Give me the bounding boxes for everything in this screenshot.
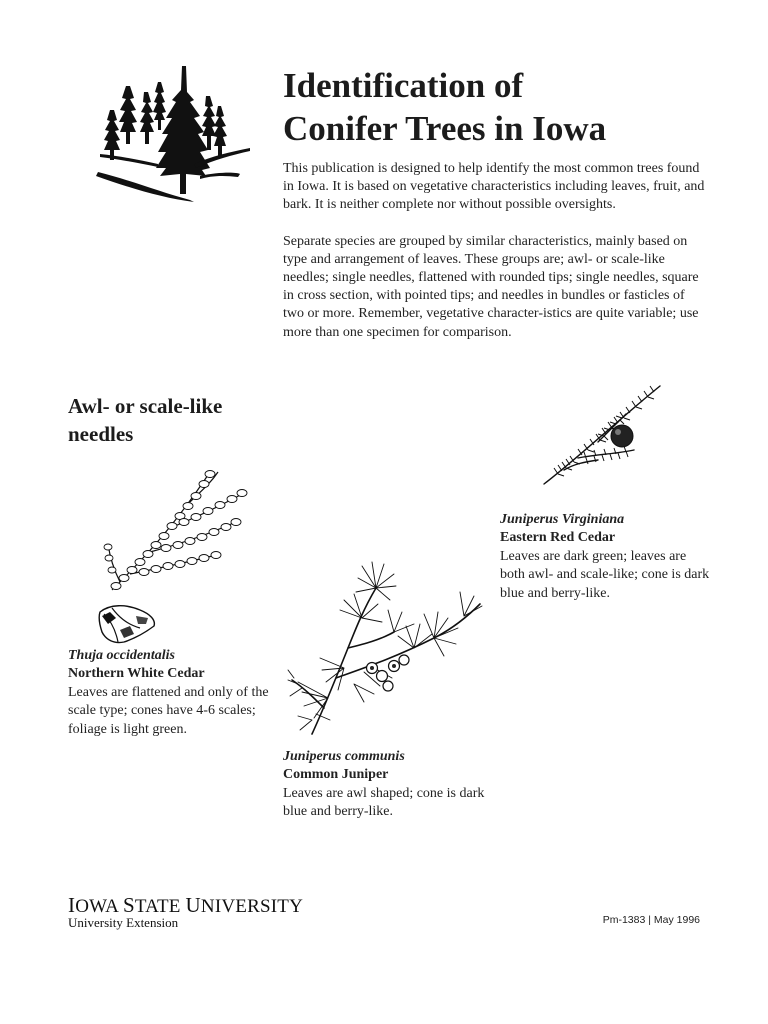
species-scientific-name: Juniperus Virginiana	[500, 512, 625, 527]
common-juniper-sprig-icon	[284, 548, 484, 738]
species-description: Leaves are awl shaped; cone is dark blue and berry-like.	[283, 785, 485, 820]
species-common-name: Common Juniper	[283, 767, 389, 783]
species-thuja-occidentalis	[68, 647, 273, 739]
institution-part-owa: OWA	[75, 896, 123, 917]
institution-initial-i: I	[68, 893, 76, 917]
intro-paragraph-2: Separate species are grouped by similar characteristics, mainly based on type and arrangement of leaves. These groups are; awl- or scale-like needles; single needles, flattened with rounded tips; single needles, square in cross section, with pointed tips; and needles in bundles or fasticles of two or more. Remember, vegetative character-istics are quite variable; use more than one specimen for comparison.	[283, 233, 699, 340]
page-title	[283, 64, 723, 150]
species-scientific-name: Juniperus communis	[283, 749, 405, 764]
section-heading	[68, 392, 268, 448]
institution-initial-s: S	[122, 893, 135, 917]
species-description: Leaves are dark green; leaves are both awl- and scale-like; cone is dark blue and berry-like.	[500, 548, 710, 601]
species-juniperus-virginiana	[500, 511, 710, 603]
intro-paragraph-1: This publication is designed to help identify the most common trees found in Iowa. It is based on vegetative characteristics including leaves, fruit, and bark. It is neither complete nor without possible oversights.	[283, 161, 705, 213]
species-juniperus-communis	[283, 748, 488, 822]
conifer-forest-icon	[90, 64, 255, 204]
institution-part-tate: TATE	[134, 896, 186, 917]
eastern-red-cedar-sprig-icon	[538, 380, 668, 490]
northern-white-cedar-sprig-icon	[100, 462, 255, 597]
section-heading-line-1: Awl- or scale-like	[68, 394, 223, 418]
species-description: Leaves are flattened and only of the scale type; cones have 4-6 scales; foliage is light green.	[68, 684, 269, 737]
species-scientific-name: Thuja occidentalis	[68, 648, 175, 663]
species-common-name: Eastern Red Cedar	[500, 530, 616, 546]
cedar-cone-icon	[96, 602, 160, 646]
title-line-1: Identification of	[283, 66, 524, 105]
intro-text	[283, 160, 708, 360]
section-heading-line-2: needles	[68, 422, 134, 446]
institution-part-niversity: NIVERSITY	[200, 896, 303, 917]
species-common-name: Northern White Cedar	[68, 666, 205, 682]
institution-initial-u: U	[185, 893, 201, 917]
title-line-2: Conifer Trees in Iowa	[283, 109, 607, 148]
publication-number: Pm-1383 | May 1996	[602, 914, 700, 926]
institution-extension: University Extension	[68, 915, 179, 930]
